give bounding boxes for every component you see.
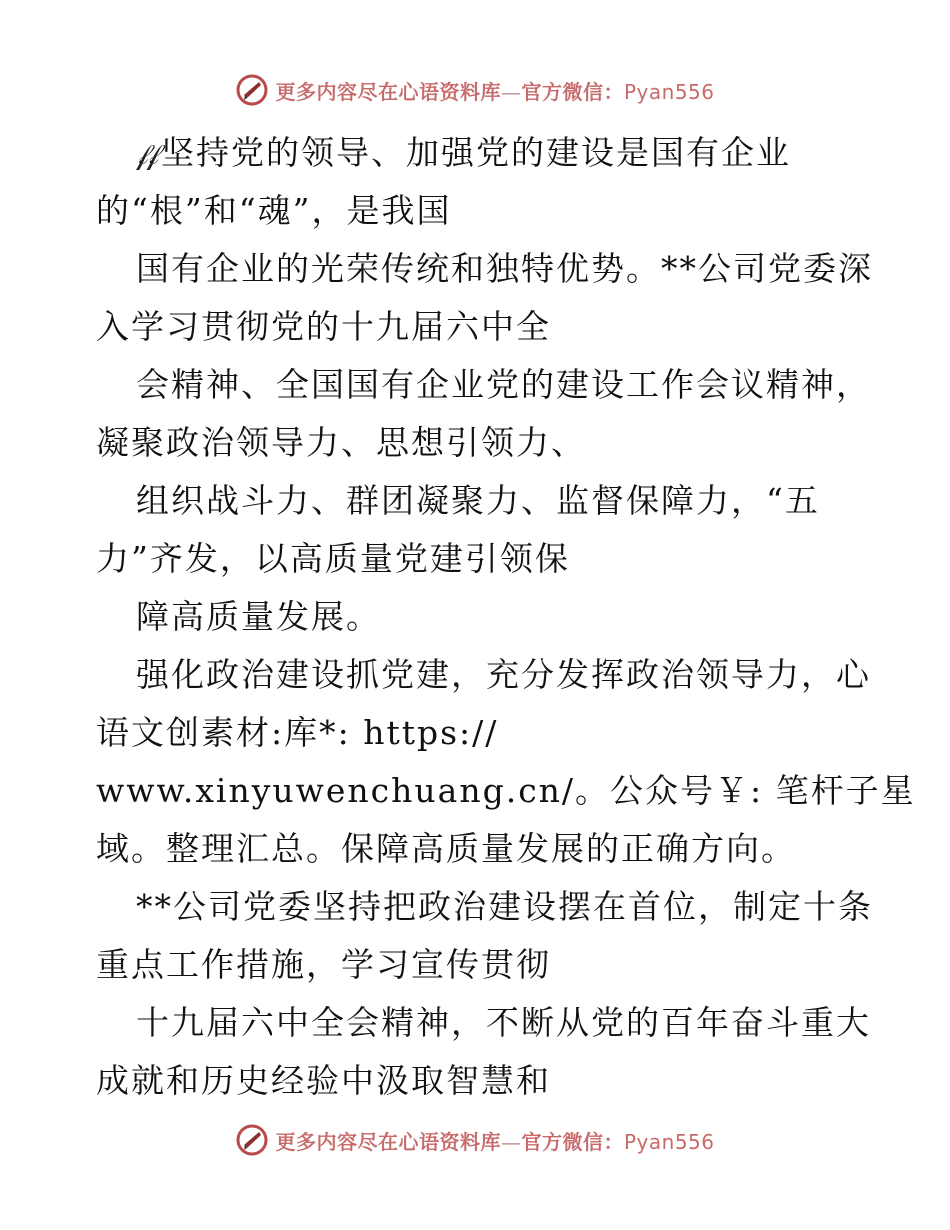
text-line: 的“根”和“魂”，是我国 [96, 191, 452, 230]
document-body [96, 124, 916, 1110]
header-banner-prefix: 更多内容尽在心语资料库 [275, 79, 501, 104]
text-line [96, 124, 896, 182]
text-line: **公司党委坚持把政治建设摆在首位，制定十条 [136, 887, 873, 926]
text-line: 强化政治建设抓党建，充分发挥政治领导力，心 [136, 655, 871, 694]
header-banner-text [275, 76, 714, 105]
text-line: 国有企业的光荣传统和独特优势。**公司党委深 [136, 249, 873, 288]
text-line: 会精神、全国国有企业党的建设工作会议精神， [136, 365, 871, 404]
text-line: 凝聚政治领导力、思想引领力、 [96, 423, 586, 462]
header-wechat-id: Pyan556 [623, 79, 715, 104]
header-banner-dash: — [500, 79, 522, 104]
text-line: 入学习贯彻党的十九届六中全 [96, 307, 551, 346]
text-line: 力”齐发，以高质量党建引领保 [96, 539, 570, 578]
text-line: 组织战斗力、群团凝聚力、监督保障力，“五 [136, 481, 820, 520]
footer-banner-text [275, 1126, 714, 1155]
text-line: 域。整理汇总。保障高质量发展的正确方向。 [96, 829, 796, 868]
header-banner [0, 70, 950, 110]
text-line-content: 坚持党的领导、加强党的建设是国有企业 [160, 133, 791, 172]
footer-banner-dash: — [500, 1129, 522, 1154]
header-banner-label: 官方微信： [521, 79, 624, 104]
brand-logo-icon [235, 1123, 269, 1157]
footer-banner-label: 官方微信： [521, 1129, 624, 1154]
text-line: 重点工作措施，学习宣传贯彻 [96, 945, 551, 984]
text-line: 成就和历史经验中汲取智慧和 [96, 1061, 551, 1100]
text-line: 十九届六中全会精神，不断从党的百年奋斗重大 [136, 1003, 871, 1042]
text-line: 障高质量发展。 [136, 597, 381, 636]
footer-banner [0, 1120, 950, 1160]
brand-logo-icon [235, 73, 269, 107]
ornament-icon: 𝒻𝒻 [136, 138, 157, 171]
footer-banner-prefix: 更多内容尽在心语资料库 [275, 1129, 501, 1154]
footer-wechat-id: Pyan556 [623, 1129, 715, 1154]
text-line: 语文创素材:库*: https:// [96, 713, 499, 752]
text-line: www.xinyuwenchuang.cn/。公众号￥: 笔杆子星 [96, 771, 916, 810]
